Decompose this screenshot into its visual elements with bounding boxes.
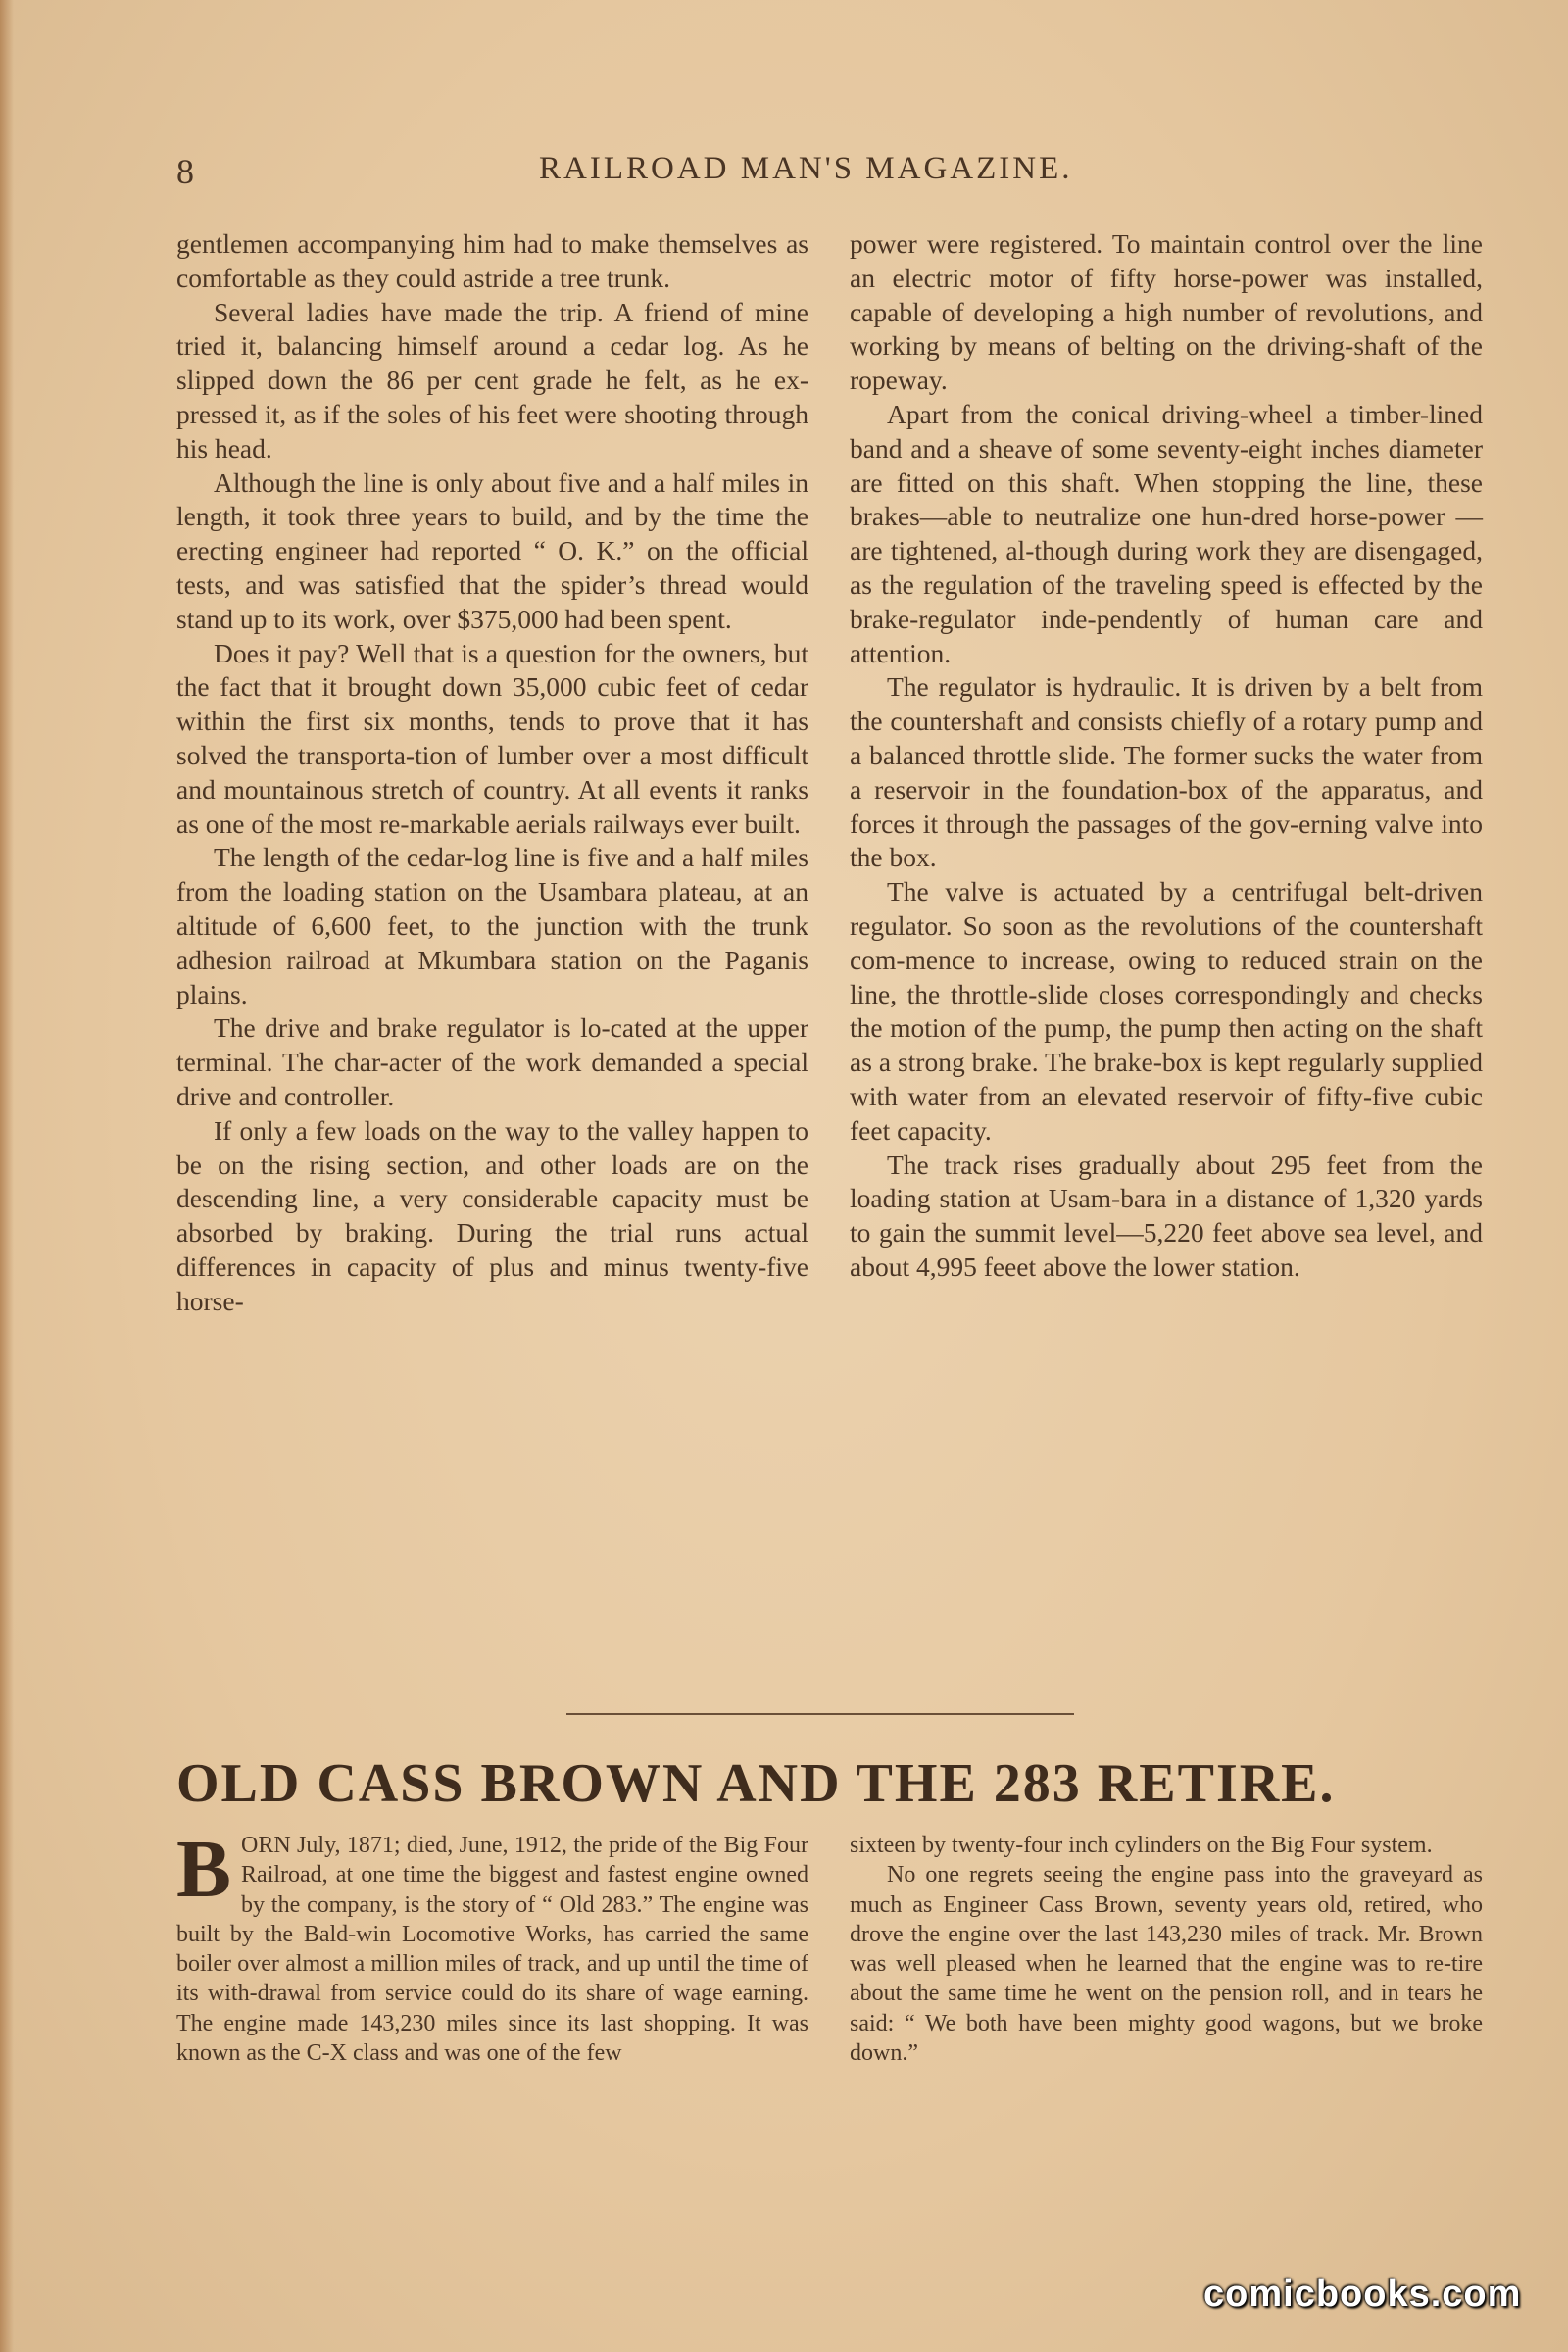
watermark: comicbooks.com [1203, 2274, 1522, 2315]
paragraph: The regulator is hydraulic. It is driven by a belt from the countershaft and consists chiefly of a rotary pump and a balanced throttle slide. The former sucks the water from a reservoir in the foundation-box of the apparatus, and forces it through the passages of the gov-erning valve into the box. [850, 671, 1483, 873]
paragraph: Several ladies have made the trip. A friend of mine tried it, balancing himself around a cedar log. As he slipped down the 86 per cent grade he felt, as he ex-pressed it, as if the soles of his feet were shooting through his head. [176, 296, 808, 464]
paragraph: The track rises gradually about 295 feet from the loading station at Usam-bara in a distance of 1,320 yards to gain the summit level—5,220 feet above sea level, and about 4,995 feeet above the lower station. [850, 1149, 1483, 1282]
article1-column-left [176, 227, 808, 1319]
drop-cap: B [176, 1824, 232, 1915]
section-divider [566, 1713, 1074, 1715]
article-title: OLD CASS BROWN AND THE 283 RETIRE. [176, 1753, 1336, 1814]
paragraph: power were registered. To maintain control over the line an electric motor of fifty horse-power was installed, capable of developing a high number of revolutions, and working by means of belting on the driving-shaft of the ropeway. [850, 228, 1483, 396]
paragraph: No one regrets seeing the engine pass into the graveyard as much as Engineer Cass Brown, seventy years old, retired, who drove the engine over the last 143,230 miles of track. Mr. Brown was well pleased when he learned that the engine was to re-tire about the same time he went on the pension roll, and in tears he said: “ We both have been mighty good wagons, but we broke down.” [850, 1862, 1483, 2067]
article2-column-right [850, 1831, 1483, 2068]
page-edge [0, 0, 14, 2352]
paragraph: sixteen by twenty-four inch cylinders on the Big Four system. [850, 1833, 1433, 1858]
paragraph: If only a few loads on the way to the valley happen to be on the rising section, and other loads are on the descending line, a very considerable capacity must be absorbed by braking. During the trial runs actual differences in capacity of plus and minus twenty-five horse- [176, 1114, 808, 1316]
paragraph: Does it pay? Well that is a question for the owners, but the fact that it brought down 35,000 cubic feet of cedar within the first six months, tends to prove that it has solved the transporta-tion of lumber over a most difficult and mountainous stretch of country. At all events it ranks as one of the most re-markable aerials railways ever built. [176, 637, 808, 839]
paragraph: Although the line is only about five and a half miles in length, it took three years to build, and by the time the erecting engineer had reported “ O. K.” on the official tests, and was satisfied that the spider’s thread would stand up to its work, over $375,000 had been spent. [176, 466, 808, 634]
running-head: RAILROAD MAN'S MAGAZINE. [539, 151, 1073, 186]
paragraph: The length of the cedar-log line is five and a half miles from the loading station on the Usambara plateau, at an altitude of 6,600 feet, to the junction with the trunk adhesion railroad at Mkumbara station on the Paganis plains. [176, 842, 808, 1009]
article2-column-left [176, 1824, 808, 2068]
article1-column-right [850, 227, 1483, 1285]
paragraph: gentlemen accompanying him had to make themselves as comfortable as they could astride a tree trunk. [176, 228, 808, 293]
paragraph: The valve is actuated by a centrifugal belt-driven regulator. So soon as the revolutions of the countershaft com-mence to increase, owing to reduced strain on the line, the throttle-slide closes correspondingly and checks the motion of the pump, the pump then acting on the shaft as a strong brake. The brake-box is kept regularly supplied with water from an elevated reservoir of fifty-five cubic feet capacity. [850, 876, 1483, 1146]
paragraph-text: ORN July, 1871; died, June, 1912, the pride of the Big Four Railroad, at one time the biggest and fastest engine owned by the company, is the story of “ Old 283.” The engine was built by the Bald-win Locomotive Works, has carried the same boiler over almost a million miles of track, and up until the time of its with-drawal from service could do its share of wage earning. The engine made 143,230 miles since its last shopping. It was known as the C-X class and was one of the few [176, 1833, 808, 2067]
page-header [176, 147, 1490, 196]
paragraph: Apart from the conical driving-wheel a timber-lined band and a sheave of some seventy-eight inches diameter are fitted on this shaft. When stopping the line, these brakes—able to neutralize one hun-dred horse-power — are tightened, al-though during work they are disengaged, as the regulation of the traveling speed is effected by the brake-regulator inde-pendently of human care and attention. [850, 398, 1483, 668]
paragraph [176, 1824, 808, 2068]
paragraph: The drive and brake regulator is lo-cated at the upper terminal. The char-acter of the work demanded a special drive and controller. [176, 1012, 808, 1111]
page-number: 8 [176, 152, 195, 191]
